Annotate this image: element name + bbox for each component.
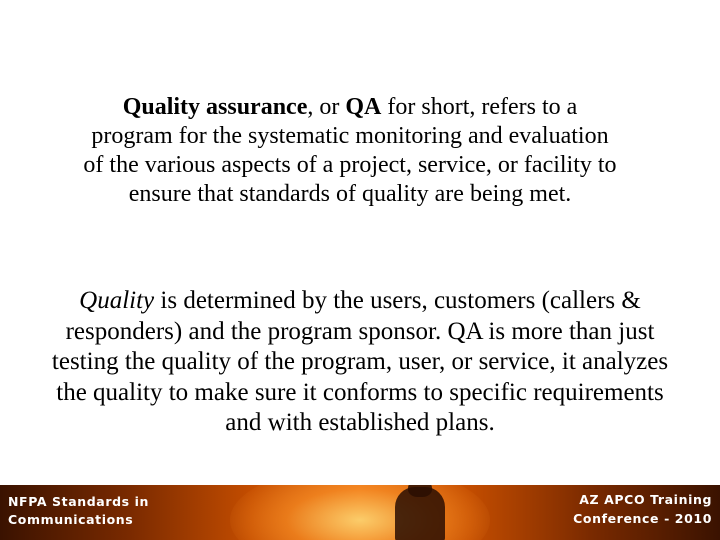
term-quality-assurance: Quality assurance bbox=[122, 94, 308, 120]
footer-left-text bbox=[8, 493, 149, 529]
term-quality: Quality bbox=[79, 287, 155, 314]
footer-right-line1: AZ APCO Training bbox=[579, 492, 712, 507]
footer-right-text bbox=[573, 490, 712, 528]
footer-banner bbox=[0, 485, 720, 540]
footer-left-line2: Communications bbox=[8, 512, 134, 527]
definition-paragraph bbox=[80, 93, 620, 209]
footer-left-line1: NFPA Standards in bbox=[8, 494, 150, 509]
term-qa: QA bbox=[345, 94, 382, 120]
body-text: is determined by the users, customers (callers & responders) and the program sponsor. QA is more than just testing the quality of the program, user, or service, it analyzes the quality to make sure it conforms to specific requirements and with established plans. bbox=[51, 287, 669, 436]
body-paragraph bbox=[40, 286, 680, 439]
firefighter-silhouette bbox=[395, 487, 445, 540]
fire-glow bbox=[230, 485, 490, 540]
footer-right-line2: Conference - 2010 bbox=[573, 511, 712, 526]
definition-separator: , or bbox=[307, 94, 346, 120]
definition-text: for short, refers to a program for the systematic monitoring and evaluation of the various aspects of a project, service, or facility to ensure that standards of quality are being met. bbox=[83, 94, 617, 207]
